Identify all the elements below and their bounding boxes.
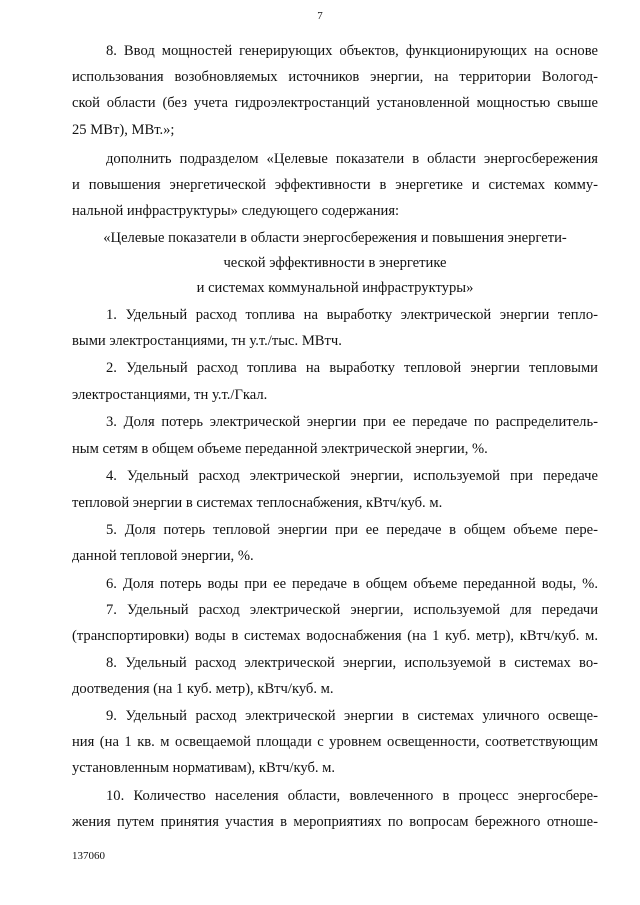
section-heading-line: «Целевые показатели в области энергосбережения и повышения энергети- bbox=[103, 230, 567, 246]
text-line: нальной инфраструктуры» следующего содержания: bbox=[72, 203, 400, 219]
text-line: и повышения энергетической эффективности в энергетике и системах комму- bbox=[72, 177, 598, 193]
text-line: ской области (без учета гидроэлектростанций установленной мощностью свыше bbox=[72, 95, 598, 111]
list-item-line: жения путем принятия участия в мероприятиях по вопросам бережного отноше- bbox=[72, 814, 598, 830]
page-number: 7 bbox=[317, 10, 323, 22]
list-item-line: 7. Удельный расход электрической энергии, используемой для передачи bbox=[106, 602, 598, 618]
list-item-line: тепловой энергии в системах теплоснабжения, кВтч/куб. м. bbox=[72, 495, 443, 511]
list-item-line: 8. Удельный расход электрической энергии, используемой в системах во- bbox=[106, 655, 598, 671]
list-item-line: выми электростанциями, тн у.т./тыс. МВтч. bbox=[72, 333, 342, 349]
list-item-line: (транспортировки) воды в системах водоснабжения (на 1 куб. метр), кВтч/куб. м. bbox=[72, 628, 598, 644]
list-item-line: электростанциями, тн у.т./Гкал. bbox=[72, 387, 268, 403]
list-item-line: 6. Доля потерь воды при ее передаче в общем объеме переданной воды, %. bbox=[106, 576, 598, 592]
text-line: дополнить подразделом «Целевые показатели в области энергосбережения bbox=[106, 151, 598, 167]
list-item-line: 9. Удельный расход электрической энергии в системах уличного освеще- bbox=[106, 708, 598, 724]
list-item-line: 3. Доля потерь электрической энергии при ее передаче по распределитель- bbox=[106, 414, 598, 430]
text-line: использования возобновляемых источников энергии, на территории Вологод- bbox=[72, 69, 598, 85]
list-item-line: ным сетям в общем объеме переданной электрической энергии, %. bbox=[72, 441, 488, 457]
text-line: 8. Ввод мощностей генерирующих объектов, функционирующих на основе bbox=[106, 43, 598, 59]
list-item-line: 1. Удельный расход топлива на выработку электрической энергии тепло- bbox=[106, 307, 598, 323]
list-item-line: установленным нормативам), кВтч/куб. м. bbox=[72, 760, 336, 776]
document-code: 137060 bbox=[72, 850, 105, 862]
list-item-line: 10. Количество населения области, вовлеченного в процесс энергосбере- bbox=[106, 788, 598, 804]
section-heading-line: и системах коммунальной инфраструктуры» bbox=[196, 280, 474, 296]
list-item-line: 5. Доля потерь тепловой энергии при ее передаче в общем объеме пере- bbox=[106, 522, 598, 538]
list-item-line: 4. Удельный расход электрической энергии, используемой при передаче bbox=[106, 468, 598, 484]
list-item-line: доотведения (на 1 куб. метр), кВтч/куб. м. bbox=[72, 681, 334, 697]
section-heading-line: ческой эффективности в энергетике bbox=[223, 255, 447, 271]
list-item-line: ния (на 1 кв. м освещаемой площади с уровнем освещенности, соответствующим bbox=[72, 734, 598, 750]
list-item-line: данной тепловой энергии, %. bbox=[72, 548, 254, 564]
list-item-line: 2. Удельный расход топлива на выработку тепловой энергии тепловыми bbox=[106, 360, 598, 376]
text-line: 25 МВт), МВт.»; bbox=[72, 122, 175, 138]
